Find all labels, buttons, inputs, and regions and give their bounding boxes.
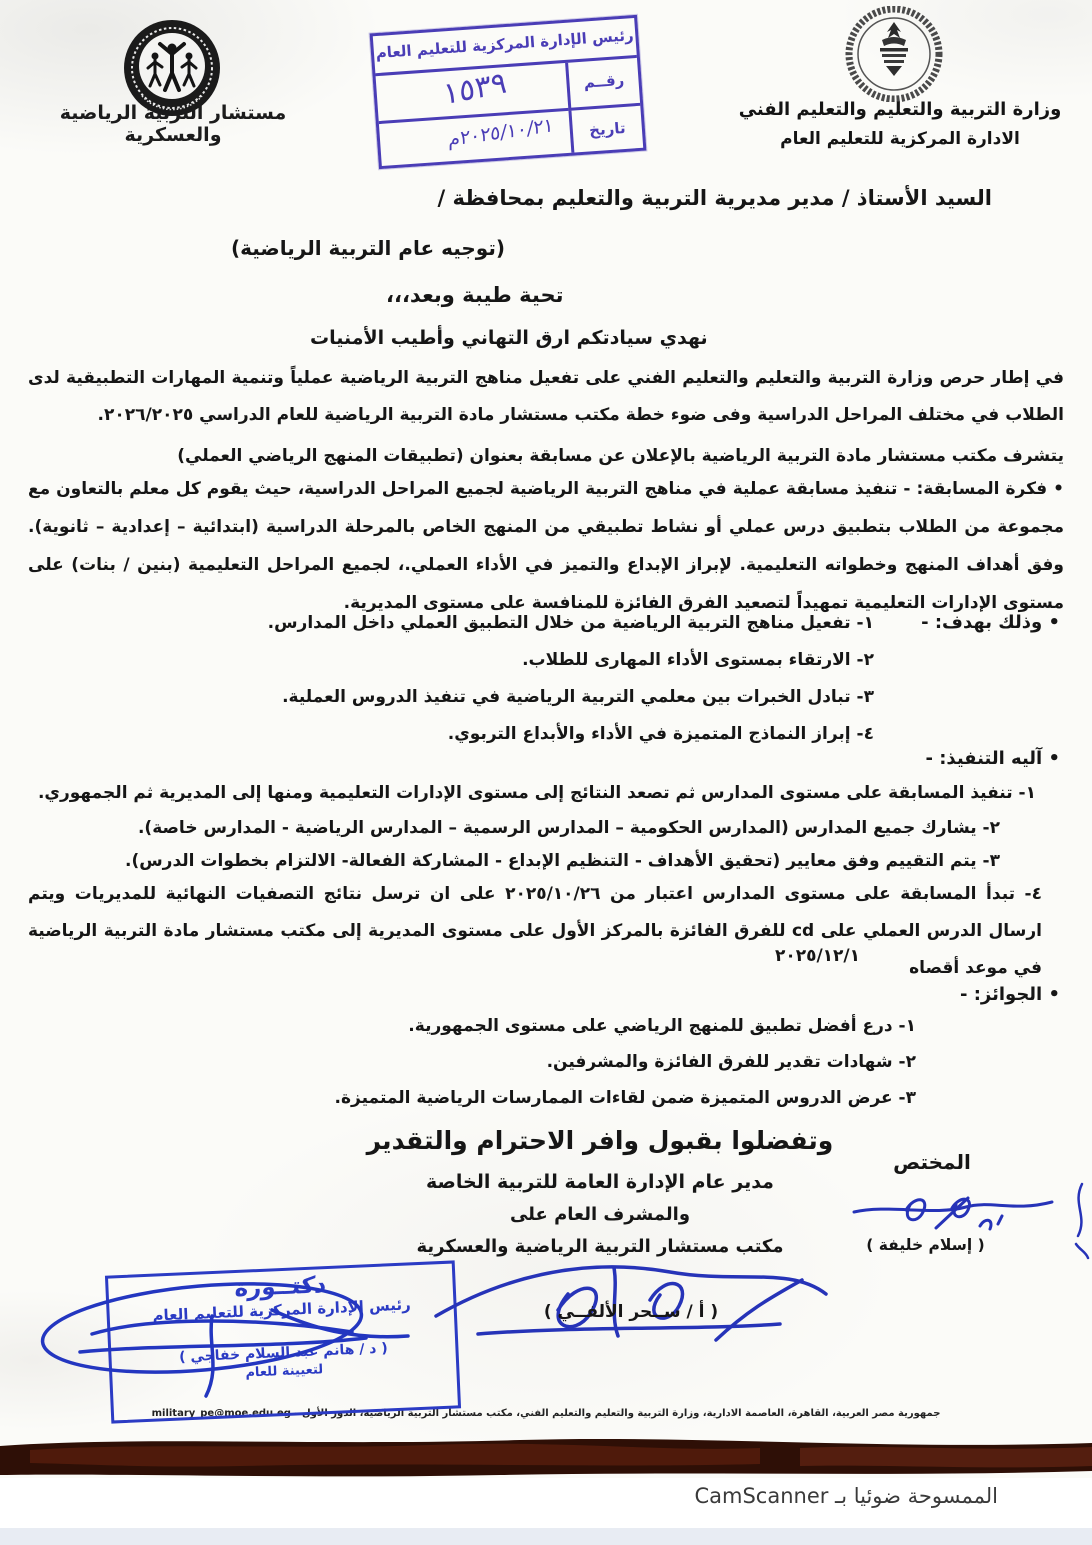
prize-item: ١- درع أفضل تطبيق للمنهج الرياضي على مستوى الجمهورية. <box>408 1016 916 1036</box>
ministry-name-line: وزارة التربية والتعليم والتعليم الفني <box>738 99 1062 120</box>
closing-courtesy-line: وتفضلوا بقبول وافر الاحترام والتقدير <box>366 1126 834 1155</box>
signer-title-1: مدير عام الإدارة العامة للتربية الخاصة <box>426 1171 774 1193</box>
goal-item: ٣- تبادل الخبرات بين معلمي التربية الرياضية في تنفيذ الدروس العملية. <box>282 687 874 707</box>
approver-signature <box>22 1276 422 1406</box>
approval-stamp-name: ( د / هانم عبد السلام خفاجي ) <box>178 1340 389 1366</box>
signer-name: ( أ / ســحر الألفــي ) <box>543 1302 719 1322</box>
specialist-label: المختص <box>893 1150 971 1174</box>
mechanism-item: ٣- يتم التقييم وفق معايير (تحقيق الأهداف - التنظيم الإبداع - المشاركة الفعالة- الالتزام بخطوات الدرس). <box>124 851 1000 871</box>
competition-announcement: يتشرف مكتب مستشار مادة التربية الرياضية بالإعلان عن مسابقة بعنوان (تطبيقات المنهج الرياضي العملي) <box>177 446 1064 466</box>
approval-stamp-subtitle: لتعيينة للعام <box>245 1362 324 1381</box>
registry-stamp-title: رئيس الإدارة المركزية للتعليم العام <box>373 18 637 76</box>
registry-stamp-date-label: تاريخ <box>568 106 643 153</box>
approval-stamp-title: رئيس الإدارة المركزية للتعليم العام <box>152 1295 412 1325</box>
competition-idea-title: • فكرة المسابقة: - <box>903 479 1064 499</box>
signer-title-2: والمشرف العام على <box>509 1204 691 1225</box>
ministry-eagle-logo-icon <box>844 6 944 102</box>
competition-idea-text: تنفيذ مسابقة عملية في مناهج التربية الرياضية لجميع المراحل الدراسية، حيث يقوم كل معلم بالتعاون مع مجموعة من الطلاب بتطبيق درس عملي أو نشاط تطبيقي من المنهج الخاص بالمرحلة الدراسية (ابتدائية – إعدادية – ثانوية). وفق أهداف المنهج وخطواته التعليمية. لإبراز الإبداع والتميز في الأداء العملي.، لجميع المراحل التعليمية (بنين / بنات) على مستوى الإدارات التعليمية تمهيداً لتصعيد الفرق الفائزة للمنافسة على مستوى المديرية. <box>28 479 1064 613</box>
goal-item: ٤- إبراز النماذج المتميزة في الأداء والأبداع التربوي. <box>447 724 874 744</box>
director-signature <box>418 1238 842 1356</box>
bottom-band <box>0 1528 1092 1545</box>
registry-stamp <box>370 15 647 169</box>
prize-item: ٣- عرض الدروس المتميزة ضمن لقاءات الممارسات الرياضية المتميزة. <box>334 1088 916 1108</box>
signer-title-3: مكتب مستشار التربية الرياضية والعسكرية <box>416 1236 784 1257</box>
central-administration-line: الادارة المركزية للتعليم العام <box>780 129 1020 149</box>
mechanism-item: ١- تنفيذ المسابقة على مستوى المدارس ثم تصعد النتائج إلى مستوى الإدارات التعليمية ومنها إلى المديرية ثم الجمهوري. <box>37 783 1036 803</box>
registry-stamp-date-value: ٢٠٢٥/١٠/٢١م <box>448 114 554 152</box>
addressee-line: السيد الأستاذ / مدير مديرية التربية والتعليم بمحافظة / <box>437 186 992 210</box>
salutation-line: نهدي سيادتكم ارق التهاني وأطيب الأمنيات <box>310 327 708 349</box>
mechanism-item-4: ٤- تبدأ المسابقة على مستوى المدارس اعتبار من ٢٠٢٥/١٠/٢٦ على ان ترسل نتائج التصفيات النهائية للمديريات ويتم ارسال الدرس العملي على cd للفرق الفائزة بالمركز الأول على مستوى المديرية إلى مكتب مستشار مادة التربية الرياضية في موعد أقصاه <box>28 884 1043 978</box>
addressee-department: (توجيه عام التربية الرياضية) <box>231 236 505 260</box>
approval-stamp-handwritten-title: دكتــورة <box>233 1271 328 1303</box>
advisor-office-label: مستشار التربية الرياضية والعسكرية <box>59 102 287 146</box>
registry-stamp-number-label: رقــم <box>565 58 640 111</box>
scan-table-edge-strip <box>0 1430 1092 1480</box>
ministry-header-block <box>726 99 1074 149</box>
greeting-line: تحية طيبة وبعد،،، <box>386 283 564 307</box>
competition-idea-paragraph <box>28 470 1064 622</box>
specialist-signature <box>848 1172 1060 1242</box>
registry-stamp-number-value: ١٥٣٩ <box>441 65 508 113</box>
camscanner-note: الممسوحة ضوئيا بـ CamScanner <box>694 1484 998 1508</box>
intro-paragraph: في إطار حرص وزارة التربية والتعليم والتعليم الفني على تفعيل مناهج التربية الرياضية عملياً وتنمية المهارات التطبيقية لدى الطلاب في مختلف المراحل الدراسية وفى ضوء خطة مكتب مستشار مادة التربية الرياضية للعام الدراسي ٢٠٢٦/٢٠٢٥. <box>28 368 1064 425</box>
goals-section-title: • وذلك بهدف: - <box>921 612 1060 633</box>
mechanism-item: ٢- يشارك جميع المدارس (المدارس الحكومية – المدارس الرسمية – المدارس الرياضية - المدارس خاصة). <box>137 818 1000 838</box>
goal-item: ١- تفعيل مناهج التربية الرياضية من خلال التطبيق العملي داخل المدارس. <box>267 613 874 633</box>
mechanism-section-title: • آليه التنفيذ: - <box>925 748 1060 769</box>
stray-pen-mark <box>1068 1178 1092 1262</box>
mechanism-deadline-date: ٢٠٢٥/١٢/١ <box>774 946 860 966</box>
prize-item: ٢- شهادات تقدير للفرق الفائزة والمشرفين. <box>546 1052 916 1072</box>
prizes-section-title: • الجوائز: - <box>959 984 1060 1005</box>
footer-address-line: جمهورية مصر العربية، القاهرة، العاصمة الادارية، وزارة التربية والتعليم والتعليم الفني، مكتب مستشار التربية الرياضية، الدور الأول - military_pe@moe.edu.eg <box>151 1408 941 1419</box>
specialist-name: ( إسلام خليفة ) <box>866 1236 985 1254</box>
goal-item: ٢- الارتقاء بمستوى الأداء المهارى للطلاب. <box>522 650 874 670</box>
